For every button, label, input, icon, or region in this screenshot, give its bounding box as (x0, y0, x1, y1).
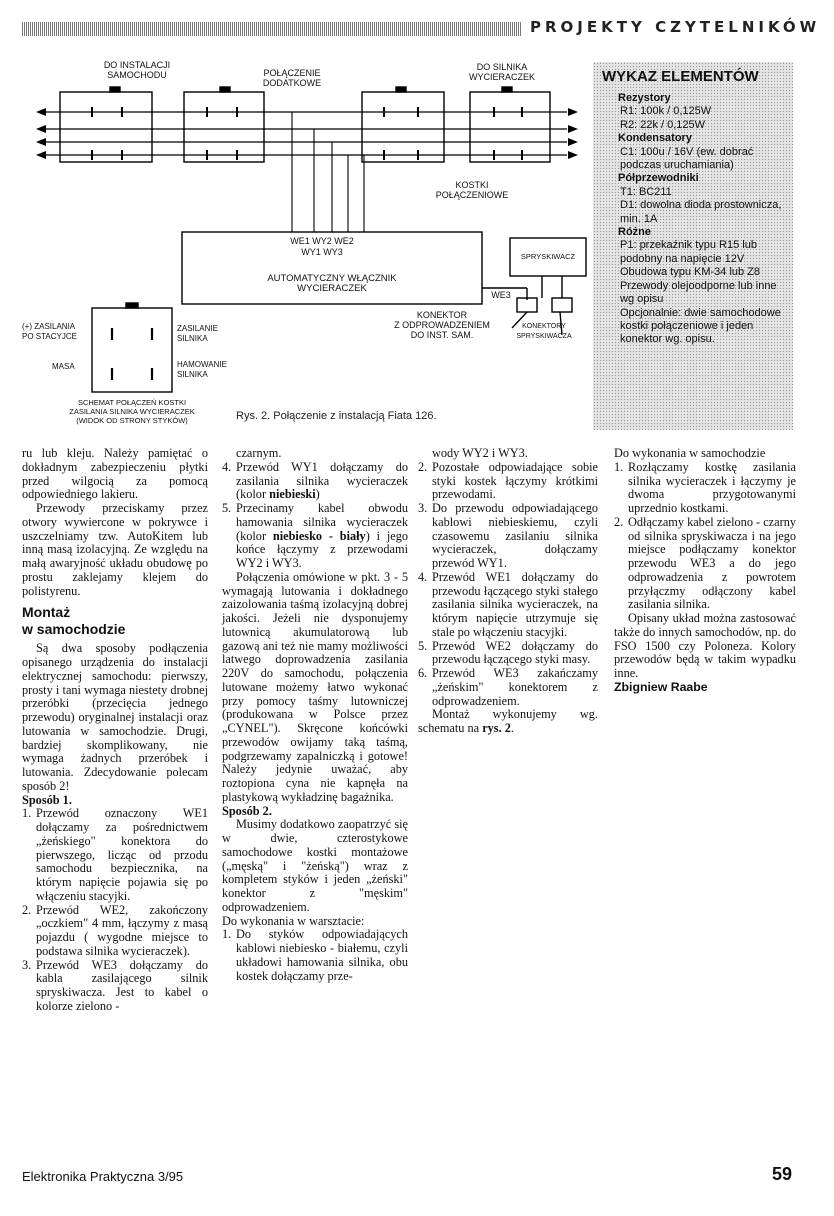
diag-label: KONEKTOR (416, 310, 468, 320)
text-column-2 (222, 447, 408, 983)
connector-block-2 (184, 92, 264, 162)
paragraph: Są dwa sposoby podłączenia opisanego urządzenia do instalacji elektrycznej samochodu: pierwszy, prosty i tani wymaga niestety drobnej przeróbki (przecięcia jednego przewodu) oryginalnej instalacji oraz lutowania w samochodzie. Drugi, bardziej skomplikowany, nie wymaga żadnych przeróbek i lutowania. Zdecydowanie polecam sposób 2! (22, 641, 208, 793)
list-item: 1. Przewód oznaczony WE1 dołączamy za pośrednictwem „żeńskiego" konektora do pierwszego, licząc od przodu samochodu bezpiecznika, na którym napięcie pojawia się po włączeniu stacyjki. (22, 806, 208, 903)
list-item: 1. Rozłączamy kostkę zasilania silnika wycieraczek i łączymy je dwoma przygotowanymi uprzednio kostkami. (614, 459, 796, 515)
text-column-4 (614, 447, 796, 695)
connector-block-1 (60, 92, 152, 162)
diag-label: HAMOWANIE (177, 360, 227, 369)
diag-label: SILNIKA (177, 334, 208, 343)
parts-heading: Różne (618, 226, 651, 239)
diag-label: DO INST. SAM. (410, 330, 474, 340)
paragraph: wody WY2 i WY3. (432, 446, 528, 460)
diag-label: POŁĄCZENIOWE (435, 190, 509, 200)
diag-label: SPRYSKIWACZA (516, 333, 572, 340)
diag-label: POŁĄCZENIE (263, 68, 321, 78)
author-name: Zbigniew Raabe (614, 679, 708, 694)
paragraph: Musimy dodatkowo zaopatrzyć się w dwie, czterostykowe samochodowe kostki montażowe („męską" i "żeńską") wraz z kompletem styków i jeden „żeński" konektor z "męskim" odprowadzeniem. (222, 817, 408, 914)
parts-heading: Półprzewodniki (618, 172, 699, 185)
steps-list (418, 461, 598, 709)
parts-item: D1: dowolna dioda prostownicza, min. 1A (620, 199, 782, 225)
section-heading (22, 604, 208, 638)
diag-label: DO INSTALACJI (103, 60, 171, 70)
diag-label: WY2 (312, 236, 332, 246)
diag-label: WE1 (290, 236, 310, 246)
paragraph: czarnym. (236, 446, 282, 460)
parts-item: Obudowa typu KM-34 lub Z8 (620, 266, 761, 279)
diag-label: WYCIERACZEK (468, 72, 535, 82)
diag-label: PO STACYJCE (22, 332, 77, 341)
paragraph: Opisany układ można zastosować także do innych samochodów, np. do FSO 1500 czy Poloneza. Kolory przewodów będą w takim wypadku inne. (614, 611, 796, 680)
diag-label: WY3 (323, 247, 343, 257)
list-item: 1. Do styków odpowiadających kablowi niebiesko - białemu, czyli układowi hamowania silnika, obu kostek dołączamy prze- (222, 927, 408, 983)
list-item: 2. Pozostałe odpowiadające sobie styki kostek łączymy krótkimi przewodami. (418, 459, 598, 502)
list-item: 2. Odłączamy kabel zielono - czarny od silnika spryskiwacza i na jego miejsce podłączamy konektor przewodu WE3 a do jego odprowadzenia z powrotem przyłączmy odłączony kabel zasilania silnika. (614, 514, 796, 612)
paragraph: Montaż wykonujemy wg. schematu na rys. 2. (418, 707, 598, 735)
parts-heading: Kondensatory (618, 132, 692, 145)
paragraph: Połączenia omówione w pkt. 3 - 5 wymagają lutowania i dokładnego zaizolowania taśmą izolacyjną dobrej jakości. Jeżeli nie dysponujemy lutownicą akumulatorową lub gazową ani też nie mamy możliwości latwego doprowadzenia zasilania 220V do samochodu, połączenia lutowane możemy łatwo wykonać przy pomocy taśmy lutowniczej (produkowana w Polsce przez „CYNEL"). Skręcone końcówki przewodów owijamy taką taśmą, podgrzewamy zapalniczką i gotowe! Należy jedynie uważać, aby roztopiona cyna nie kapnęła na plastykową wykładzinę bagażnika. (222, 569, 408, 804)
wiring-diagram-svg (22, 60, 602, 430)
paragraph: ru lub kleju. Należy pamiętać o dokładnym zabezpieczeniu płytki przed wilgocią za pomocą odpowiedniego lakieru. (22, 446, 208, 502)
connector-block-4 (470, 92, 550, 162)
magazine-name: Elektronika Praktyczna 3/95 (22, 1169, 184, 1184)
steps-list (222, 461, 408, 571)
list-item: 3. Przewód WE3 dołączamy do kabla zasilającego silnik spryskiwacza. Jest to kabel o kolorze zielono - (22, 957, 208, 1013)
diag-label: WY1 (301, 247, 321, 257)
section-title: PROJEKTY CZYTELNIKÓW (530, 18, 821, 36)
parts-list-title: WYKAZ ELEMENTÓW (602, 68, 759, 85)
header-decor-bar (22, 22, 522, 36)
list-item: 6. Przewód WE3 zakańczamy „żeńskim" konektorem z odprowadzeniem. (418, 666, 598, 708)
subheading: Sposób 1. (22, 792, 72, 807)
wiring-diagram (22, 60, 602, 430)
diag-label: KONEKTORY (522, 323, 566, 330)
diag-label: SAMOCHODU (107, 70, 167, 80)
parts-item: Przewody olejoodporne lub inne wg opisu (620, 279, 777, 306)
heading-line: w samochodzie (22, 621, 126, 638)
parts-item: Opcjonalnie: dwie samochodowe kostki połączeniowe i jeden konektor wg. opisu. (620, 306, 781, 346)
power-connector-schematic (92, 308, 172, 392)
list-item: 2. Przewód WE2, zakończony „oczkiem" 4 mm, łączymy z masą pojazdu ( wygodne miejsce to podstawa silnika wycieraczek). (22, 902, 208, 958)
paragraph: Do wykonania w warsztacie: (222, 913, 365, 928)
text-column-1 (22, 447, 208, 1014)
page-number: 59 (772, 1164, 793, 1184)
diag-label: MASA (52, 362, 75, 371)
list-item: 4. Przewód WE1 dołączamy do przewodu łączącego styki stałego zasilania silnika wycieraczek, na którym napięcie utrzymuje się stale po włączeniu stacyjki. (418, 569, 598, 639)
figure-caption: Rys. 2. Połączenie z instalacją Fiata 126. (236, 410, 437, 422)
subheading: Sposób 2. (222, 803, 272, 818)
steps-list (614, 461, 796, 612)
steps-list (22, 807, 208, 1013)
text-column-3 (418, 447, 598, 736)
connector-block-3 (362, 92, 444, 162)
list-item: 5. Przewód WE2 dołączamy do przewodu łączącego styki masy. (418, 638, 598, 667)
heading-line: Montaż (22, 604, 71, 621)
parts-item: R1: 100k / 0,125W (620, 105, 712, 118)
diag-label: SILNIKA (177, 370, 208, 379)
diag-label: KOSTKI (455, 180, 489, 190)
switch-label: WYCIERACZEK (297, 283, 367, 294)
parts-item: P1: przekaźnik typu R15 lub podobny na napięcie 12V (620, 239, 757, 265)
diag-label: WE3 (491, 290, 511, 300)
diag-label: Z ODPROWADZENIEM (394, 320, 490, 330)
diag-label: WE2 (334, 236, 354, 246)
diag-label: SCHEMAT POŁĄCZEŃ KOSTKI (77, 398, 187, 407)
parts-list (618, 92, 788, 347)
paragraph: Do wykonania w samochodzie (614, 446, 766, 460)
diag-label: (+) ZASILANIA (22, 322, 76, 331)
list-item: 5. Przecinamy kabel obwodu hamowania silnika wycieraczek (kolor niebiesko - biały) i jego końce łączymy z przewodami WY2 i WY3. (222, 501, 408, 570)
list-item: 4. Przewód WY1 dołączamy do zasilania silnika wycieraczek (kolor niebieski) (222, 459, 408, 502)
diag-label: (WIDOK OD STRONY STYKÓW) (76, 416, 188, 425)
sprinkler-label: SPRYSKIWACZ (520, 252, 576, 261)
diag-label: ZASILANIA SILNIKA WYCIERACZEK (69, 407, 195, 416)
diag-label: DO SILNIKA (476, 62, 528, 72)
switch-label: AUTOMATYCZNY WŁĄCZNIK (267, 274, 397, 284)
paragraph: Przewody przeciskamy przez otwory wywiercone w pokrywce i uszczelniamy tzw. AutoKitem lub inną masą izolacyjną. Ze względu na małą awaryjność układu obudowę po prostu zaklejamy klejem do polistyrenu. (22, 501, 208, 598)
parts-item: R2: 22k / 0,125W (620, 118, 705, 131)
parts-heading: Rezystory (618, 92, 671, 104)
parts-item: C1: 100u / 16V (ew. dobrać podczas uruchamiania) (620, 145, 754, 172)
diag-label: ZASILANIE (177, 324, 218, 333)
steps-list (222, 928, 408, 983)
list-item: 3. Do przewodu odpowiadającego kablowi niebieskiemu, czyli czasowemu zasilaniu silnika wycieraczek, dołączamy przewód WY1. (418, 501, 598, 570)
parts-item: T1: BC211 (620, 185, 672, 198)
diag-label: DODATKOWE (262, 78, 322, 88)
